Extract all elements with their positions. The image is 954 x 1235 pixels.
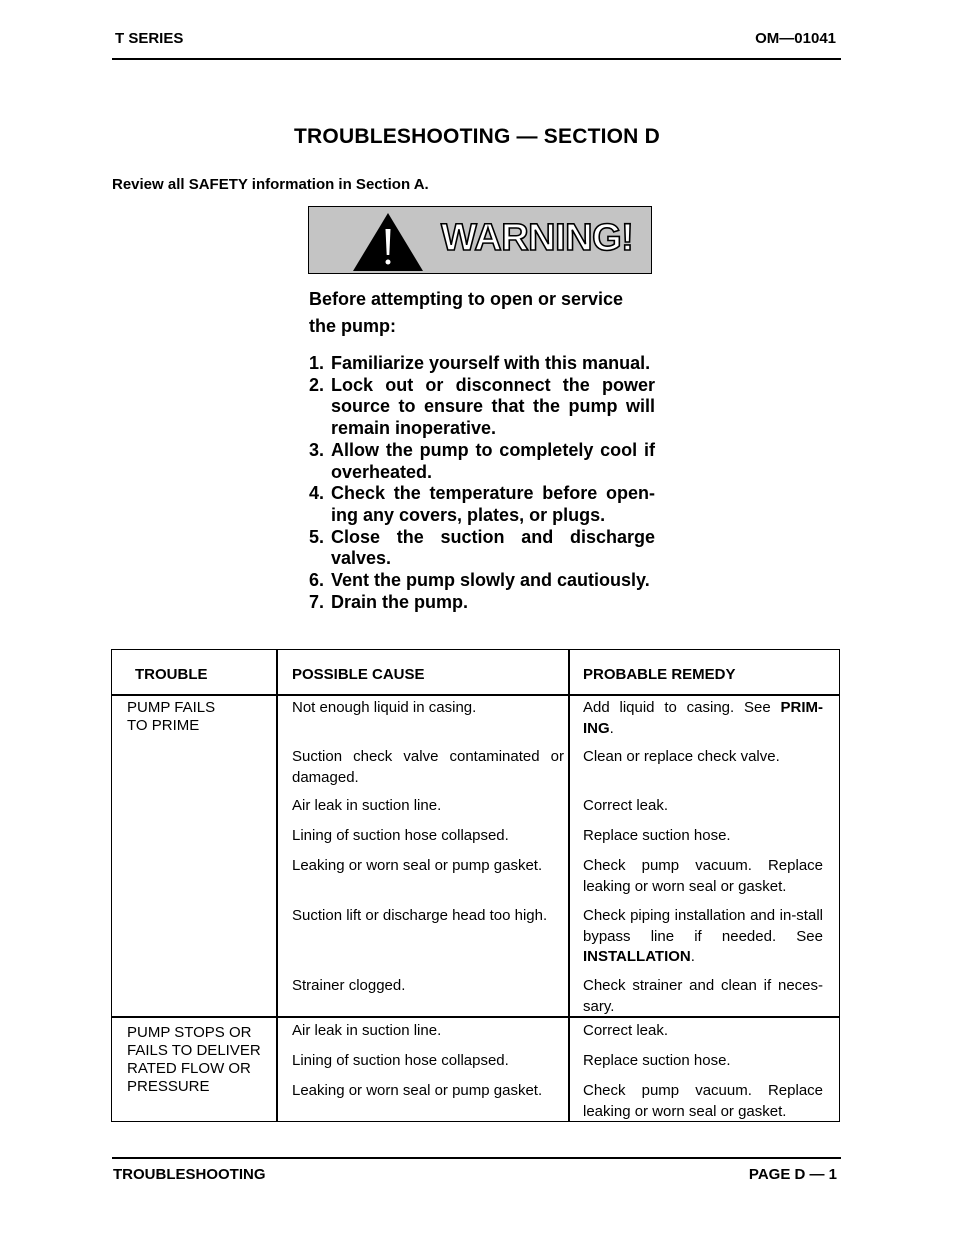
page-number: PAGE D — 1 xyxy=(748,1166,837,1183)
trouble-cell xyxy=(127,1024,267,1096)
remedy-text: Add liquid to casing. See xyxy=(583,699,781,716)
step-number: 5. xyxy=(309,526,325,547)
column-header-trouble: TROUBLE xyxy=(135,666,208,683)
list-item xyxy=(309,353,655,375)
remedy-reference: INSTALLATION xyxy=(583,948,691,965)
remedy-reference: PRIM-ING xyxy=(583,699,823,737)
cause-cell: Not enough liquid in casing. xyxy=(292,699,477,716)
cause-cell: Leaking or worn seal or pump gasket. xyxy=(292,1082,543,1099)
warning-label: WARNING! xyxy=(441,217,634,259)
list-item xyxy=(309,527,655,570)
cause-cell: Leaking or worn seal or pump gasket. xyxy=(292,857,543,874)
list-item xyxy=(309,375,655,440)
step-number: 6. xyxy=(309,570,325,591)
series-label: T SERIES xyxy=(115,30,184,47)
column-divider xyxy=(568,650,570,1121)
footer-rule xyxy=(112,1157,841,1159)
column-header-remedy: PROBABLE REMEDY xyxy=(583,666,736,683)
trouble-line: FAILS TO DELIVER xyxy=(127,1042,261,1059)
review-note: Review all SAFETY information in Section A. xyxy=(112,176,429,193)
trouble-line: RATED FLOW OR xyxy=(127,1060,251,1077)
step-text: Vent the pump slowly and cautiously. xyxy=(331,570,650,591)
section-title: TROUBLESHOOTING — SECTION D xyxy=(294,125,660,148)
column-header-cause: POSSIBLE CAUSE xyxy=(292,666,425,683)
cause-cell: Suction check valve contaminated or damaged. xyxy=(292,748,564,786)
remedy-text-end: . xyxy=(690,948,695,965)
remedy-cell: Clean or replace check valve. xyxy=(583,748,780,765)
step-text: Familiarize yourself with this manual. xyxy=(331,353,651,373)
step-number: 7. xyxy=(309,591,325,612)
step-number: 1. xyxy=(309,353,325,373)
document-number: OM—01041 xyxy=(755,30,836,47)
header-divider xyxy=(112,694,839,696)
step-text: Check the temperature before open-ing any covers, plates, or plugs. xyxy=(331,483,655,525)
remedy-cell: Check pump vacuum. Replace leaking or worn seal or gasket. xyxy=(583,1082,823,1120)
column-divider xyxy=(276,650,278,1121)
footer-section: TROUBLESHOOTING xyxy=(113,1166,266,1183)
step-text: Allow the pump to completely cool if overheated. xyxy=(331,439,655,482)
cause-cell: Air leak in suction line. xyxy=(292,1022,442,1039)
cause-cell: Lining of suction hose collapsed. xyxy=(292,1052,509,1069)
cause-cell: Strainer clogged. xyxy=(292,977,406,994)
trouble-line: PUMP FAILS xyxy=(127,699,216,716)
header-rule xyxy=(112,58,841,60)
cause-cell: Suction lift or discharge head too high. xyxy=(292,907,548,924)
cause-cell: Air leak in suction line. xyxy=(292,797,442,814)
step-text: Lock out or disconnect the power source to ensure that the pump will remain inoperative. xyxy=(331,374,655,439)
step-number: 3. xyxy=(309,439,325,460)
trouble-cell xyxy=(127,699,267,735)
remedy-cell: Correct leak. xyxy=(583,1022,669,1039)
list-item xyxy=(309,483,655,526)
remedy-cell: Correct leak. xyxy=(583,797,669,814)
warning-intro: Before attempting to open or service the pump: xyxy=(309,289,624,336)
step-text: Close the suction and discharge valves. xyxy=(331,526,655,569)
remedy-cell: Replace suction hose. xyxy=(583,1052,731,1069)
remedy-cell: Replace suction hose. xyxy=(583,827,731,844)
list-item xyxy=(309,570,655,592)
list-item xyxy=(309,592,655,614)
warning-triangle-icon xyxy=(351,211,425,273)
remedy-cell: Check strainer and clean if neces-sary. xyxy=(583,977,823,1015)
remedy-cell xyxy=(583,698,823,739)
remedy-cell: Check pump vacuum. Replace leaking or worn seal or gasket. xyxy=(583,857,823,895)
trouble-line: PRESSURE xyxy=(127,1078,210,1095)
warning-steps xyxy=(309,353,655,613)
trouble-line: TO PRIME xyxy=(127,717,200,734)
step-number: 4. xyxy=(309,483,325,504)
remedy-cell xyxy=(583,906,823,968)
troubleshooting-table xyxy=(111,649,840,1122)
step-text: Drain the pump. xyxy=(331,591,469,612)
cause-cell: Lining of suction hose collapsed. xyxy=(292,827,509,844)
list-item xyxy=(309,440,655,483)
remedy-text-end: . xyxy=(609,719,614,737)
remedy-text: Check piping installation and in-stall bypass line if needed. See xyxy=(583,907,823,945)
warning-banner xyxy=(308,206,652,274)
trouble-line: PUMP STOPS OR xyxy=(127,1024,252,1041)
step-number: 2. xyxy=(309,374,325,395)
